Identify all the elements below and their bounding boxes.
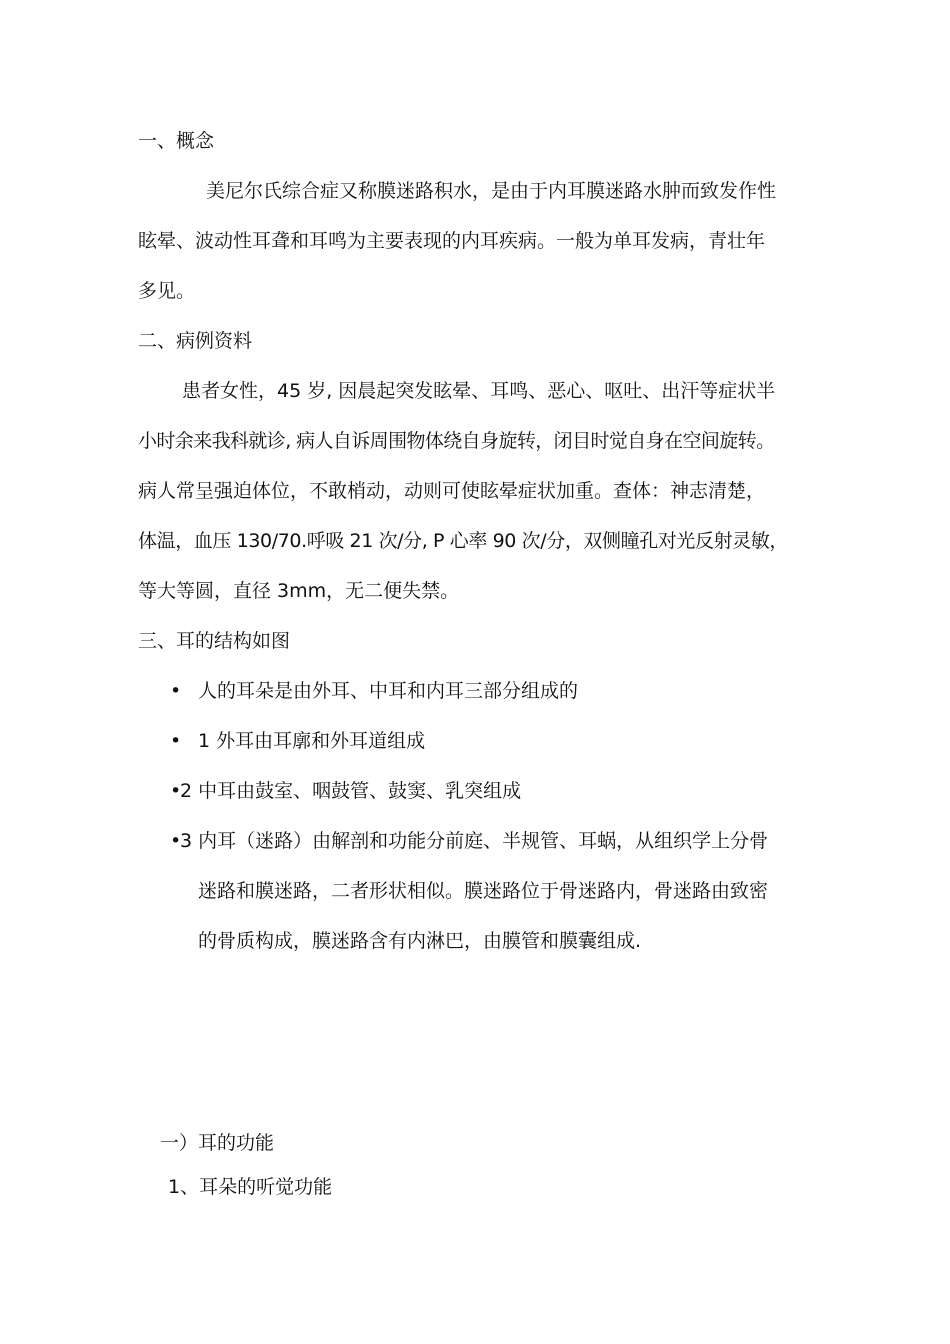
bullet-item: 2 中耳由鼓室、咽鼓管、鼓窦、乳突组成 xyxy=(180,780,522,802)
section-heading-concept: 一、概念 xyxy=(138,130,215,152)
concept-paragraph-line: 美尼尔氏综合症又称膜迷路积水，是由于内耳膜迷路水肿而致发作性 xyxy=(206,180,777,202)
bullet-continuation-line: 的骨质构成，膜迷路含有内淋巴，由膜管和膜囊组成. xyxy=(198,930,642,952)
section-heading-function: 一）耳的功能 xyxy=(160,1132,275,1154)
bullet-marker: • xyxy=(170,830,182,852)
bullet-marker: • xyxy=(170,730,182,752)
section-heading-case: 二、病例资料 xyxy=(138,330,253,352)
case-paragraph-line: 患者女性，45 岁, 因晨起突发眩晕、耳鸣、恶心、呕吐、出汗等症状半 xyxy=(182,380,776,402)
concept-paragraph-line: 多见。 xyxy=(138,280,196,302)
bullet-item: 人的耳朵是由外耳、中耳和内耳三部分组成的 xyxy=(198,680,579,702)
bullet-item: 3 内耳（迷路）由解剖和功能分前庭、半规管、耳蜗，从组织学上分骨 xyxy=(180,830,769,852)
subheading-hearing: 1、耳朵的听觉功能 xyxy=(168,1176,333,1198)
bullet-item: 1 外耳由耳廓和外耳道组成 xyxy=(198,730,426,752)
case-paragraph-line: 体温，血压 130/70.呼吸 21 次/分, P 心率 90 次/分，双侧瞳孔对光反射灵敏， xyxy=(138,530,789,552)
section-heading-structure: 三、耳的结构如图 xyxy=(138,630,291,652)
case-paragraph-line: 病人常呈强迫体位，不敢梢动，动则可使眩晕症状加重。查体：神志清楚， xyxy=(138,480,766,502)
bullet-marker: • xyxy=(170,780,182,802)
case-paragraph-line: 等大等圆，直径 3mm，无二便失禁。 xyxy=(138,580,460,602)
bullet-continuation-line: 迷路和膜迷路，二者形状相似。膜迷路位于骨迷路内，骨迷路由致密 xyxy=(198,880,769,902)
bullet-marker: • xyxy=(170,680,182,702)
concept-paragraph-line: 眩晕、波动性耳聋和耳鸣为主要表现的内耳疾病。一般为单耳发病，青壮年 xyxy=(138,230,766,252)
case-paragraph-line: 小时余来我科就诊, 病人自诉周围物体绕自身旋转，闭目时觉自身在空间旋转。 xyxy=(138,430,775,452)
